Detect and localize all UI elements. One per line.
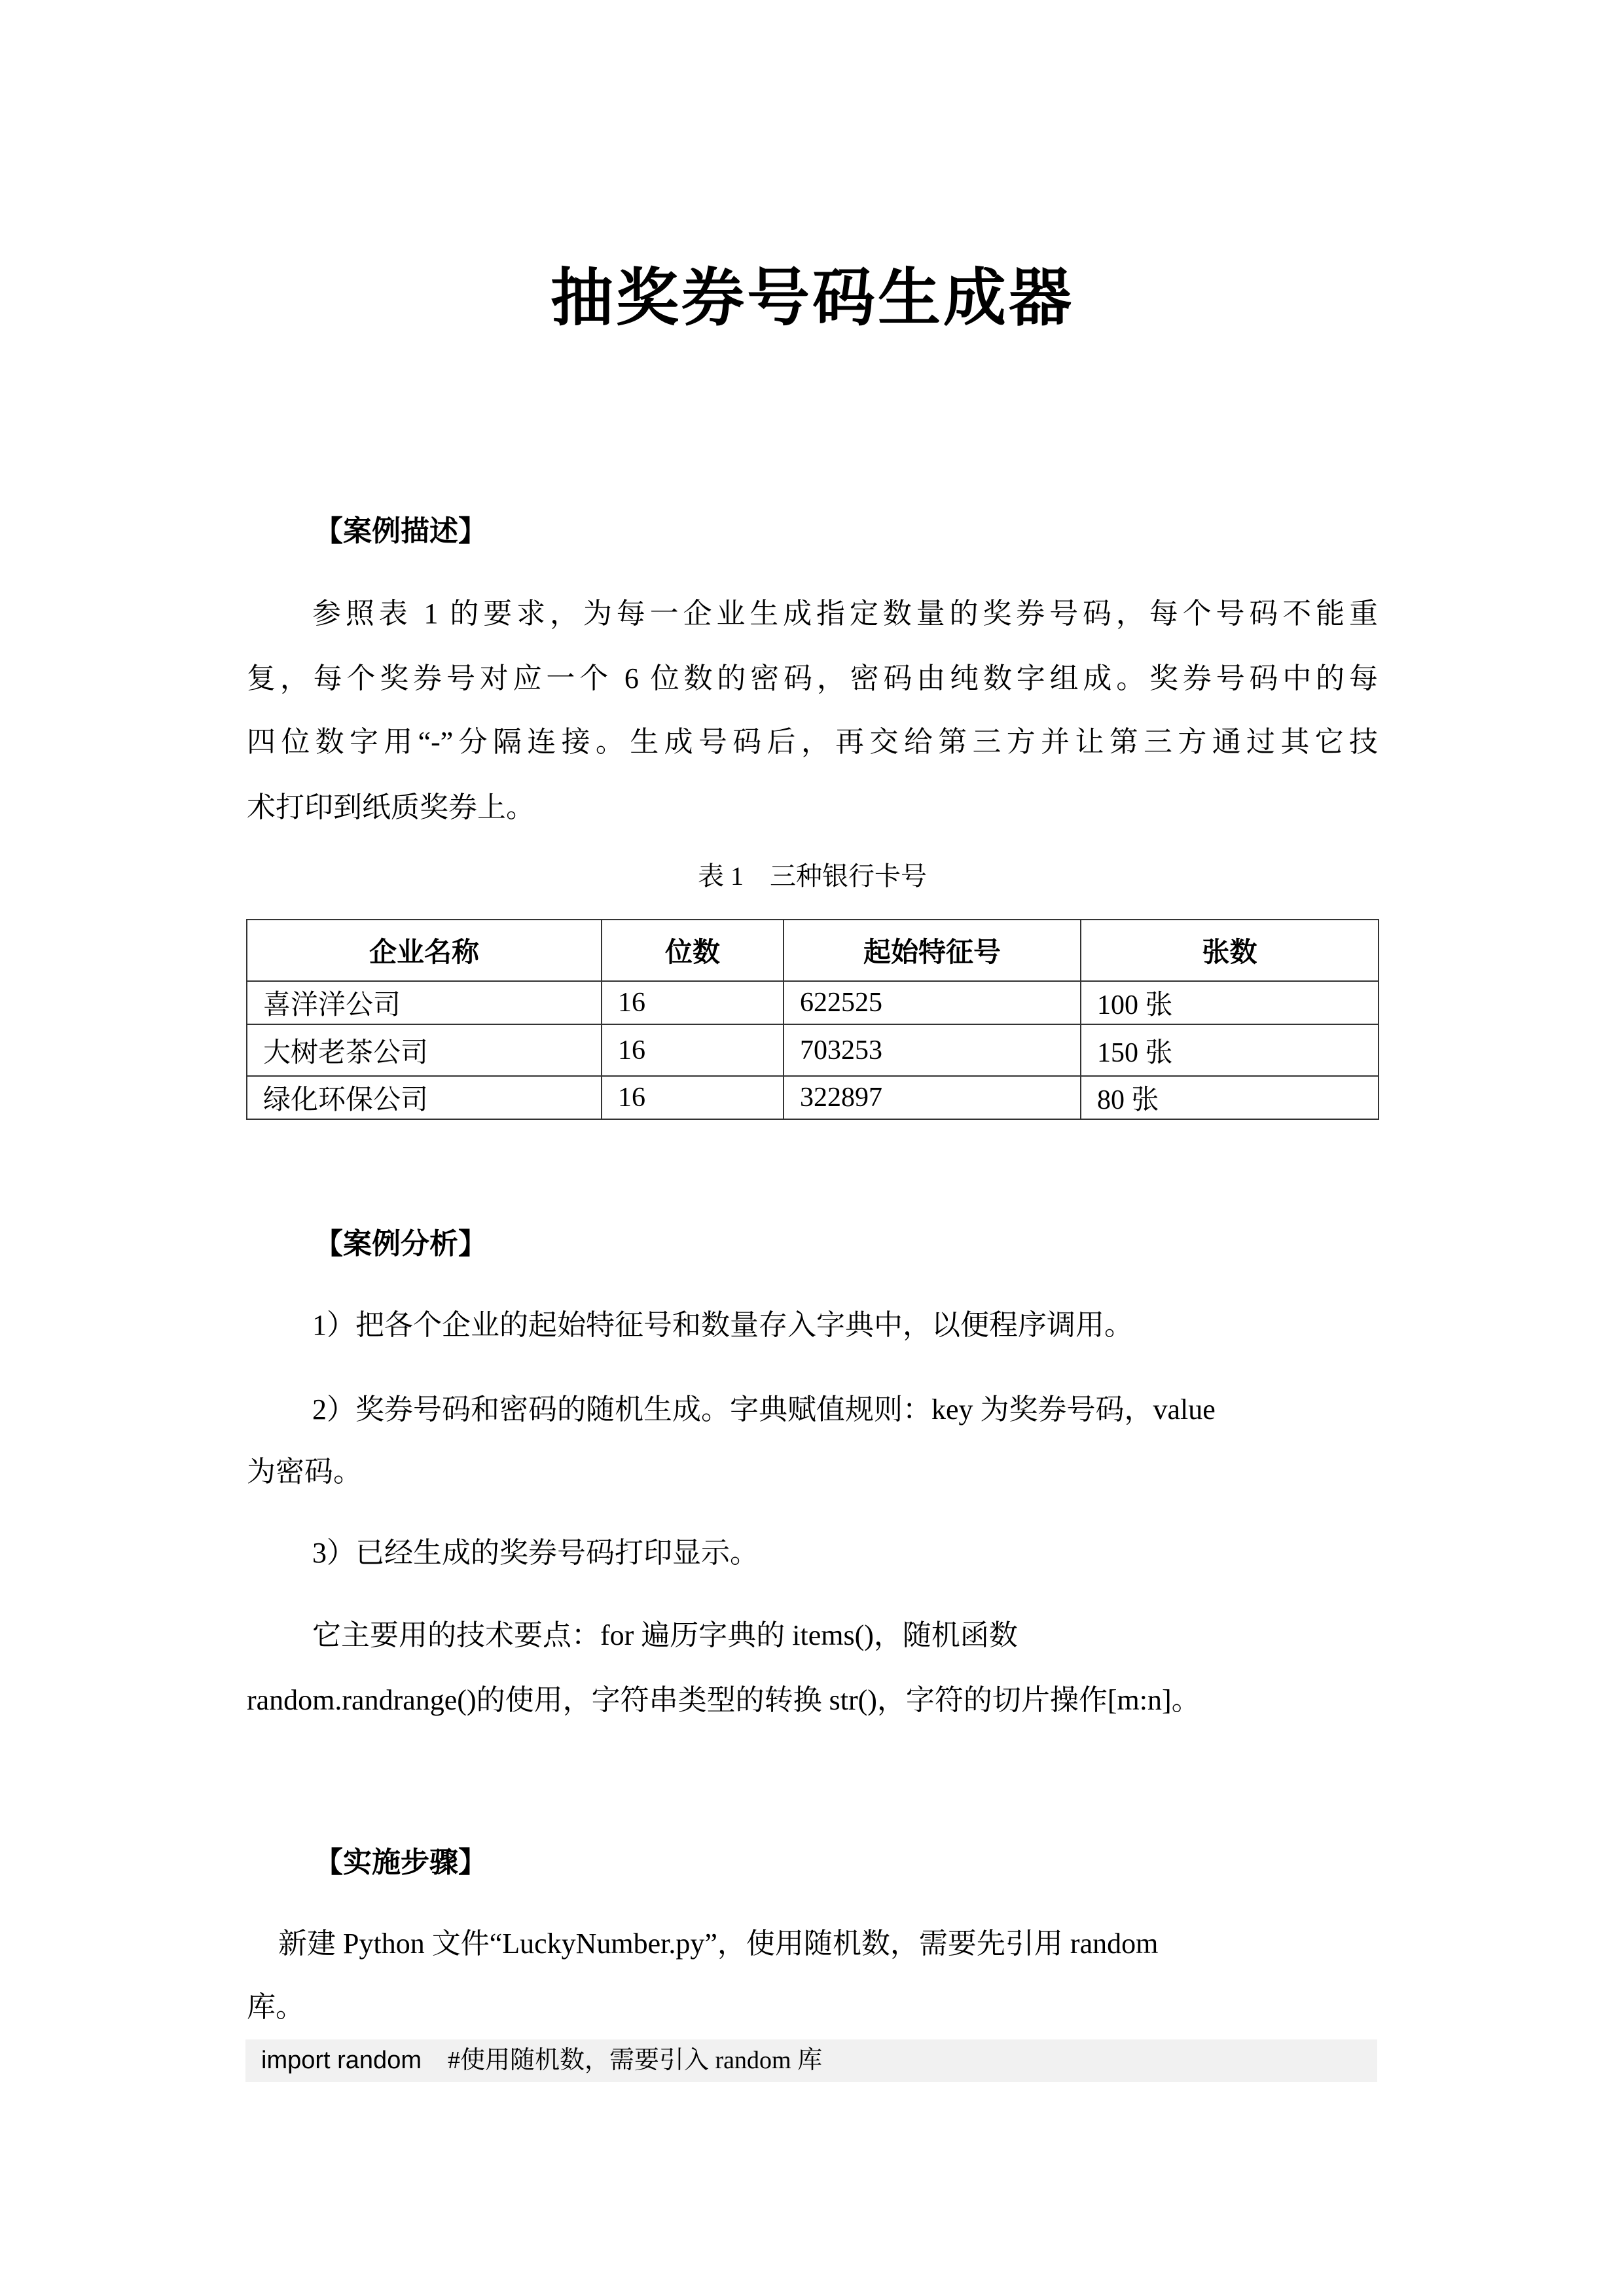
cell-prefix: 622525 [784,981,1081,1024]
cell-prefix: 322897 [784,1076,1081,1119]
analysis-line: 1）把各个企业的起始特征号和数量存入字典中，以便程序调用。 [312,1309,1133,1341]
cell-company: 绿化环保公司 [247,1076,602,1119]
analysis-line: 它主要用的技术要点：for 遍历字典的 items()，随机函数 [312,1619,1018,1651]
cell-count: 100 张 [1081,981,1379,1024]
cell-company: 喜洋洋公司 [247,981,602,1024]
cell-prefix: 703253 [784,1024,1081,1076]
code-statement: import random [261,2047,422,2074]
cell-digits: 16 [602,1076,784,1119]
cell-digits: 16 [602,1024,784,1076]
analysis-line: 为密码。 [247,1456,362,1488]
cell-digits: 16 [602,981,784,1024]
table-header-row [247,920,1379,981]
section-heading-analysis: 【案例分析】 [314,1227,487,1261]
section-heading-steps: 【实施步骤】 [314,1846,487,1879]
description-line: 四位数字用“-”分隔连接。生成号码后，再交给第三方并让第三方通过其它技 [247,726,1378,758]
description-line: 术打印到纸质奖券上。 [247,791,535,823]
analysis-line: random.randrange()的使用，字符串类型的转换 str()，字符的切片操作[m:n]。 [247,1684,1200,1716]
description-line: 复，每个奖券号对应一个 6 位数的密码，密码由纯数字组成。奖券号码中的每 [247,662,1378,694]
table-header-prefix: 起始特征号 [784,920,1081,981]
cell-count: 150 张 [1081,1024,1379,1076]
analysis-line: 3）已经生成的奖券号码打印显示。 [312,1537,759,1569]
table-header-digits: 位数 [602,920,784,981]
cell-company: 大树老茶公司 [247,1024,602,1076]
steps-line: 库。 [247,1991,304,2023]
cell-count: 80 张 [1081,1076,1379,1119]
steps-line: 新建 Python 文件“LuckyNumber.py”，使用随机数，需要先引用 random [278,1928,1159,1960]
table-caption: 表 1 三种银行卡号 [698,861,927,891]
section-heading-description: 【案例描述】 [314,514,487,548]
company-table [246,919,1379,1120]
table-row [247,1024,1379,1076]
analysis-line: 2）奖券号码和密码的随机生成。字典赋值规则：key 为奖券号码，value [312,1393,1216,1426]
code-comment: #使用随机数，需要引入 random 库 [447,2047,823,2074]
description-line: 参照表 1 的要求，为每一企业生成指定数量的奖券号码，每个号码不能重 [312,598,1378,630]
table-header-count: 张数 [1081,920,1379,981]
code-block [245,2039,1377,2082]
table-row [247,981,1379,1024]
table-header-company: 企业名称 [247,920,602,981]
page-title: 抽奖券号码生成器 [550,261,1074,334]
table-row [247,1076,1379,1119]
